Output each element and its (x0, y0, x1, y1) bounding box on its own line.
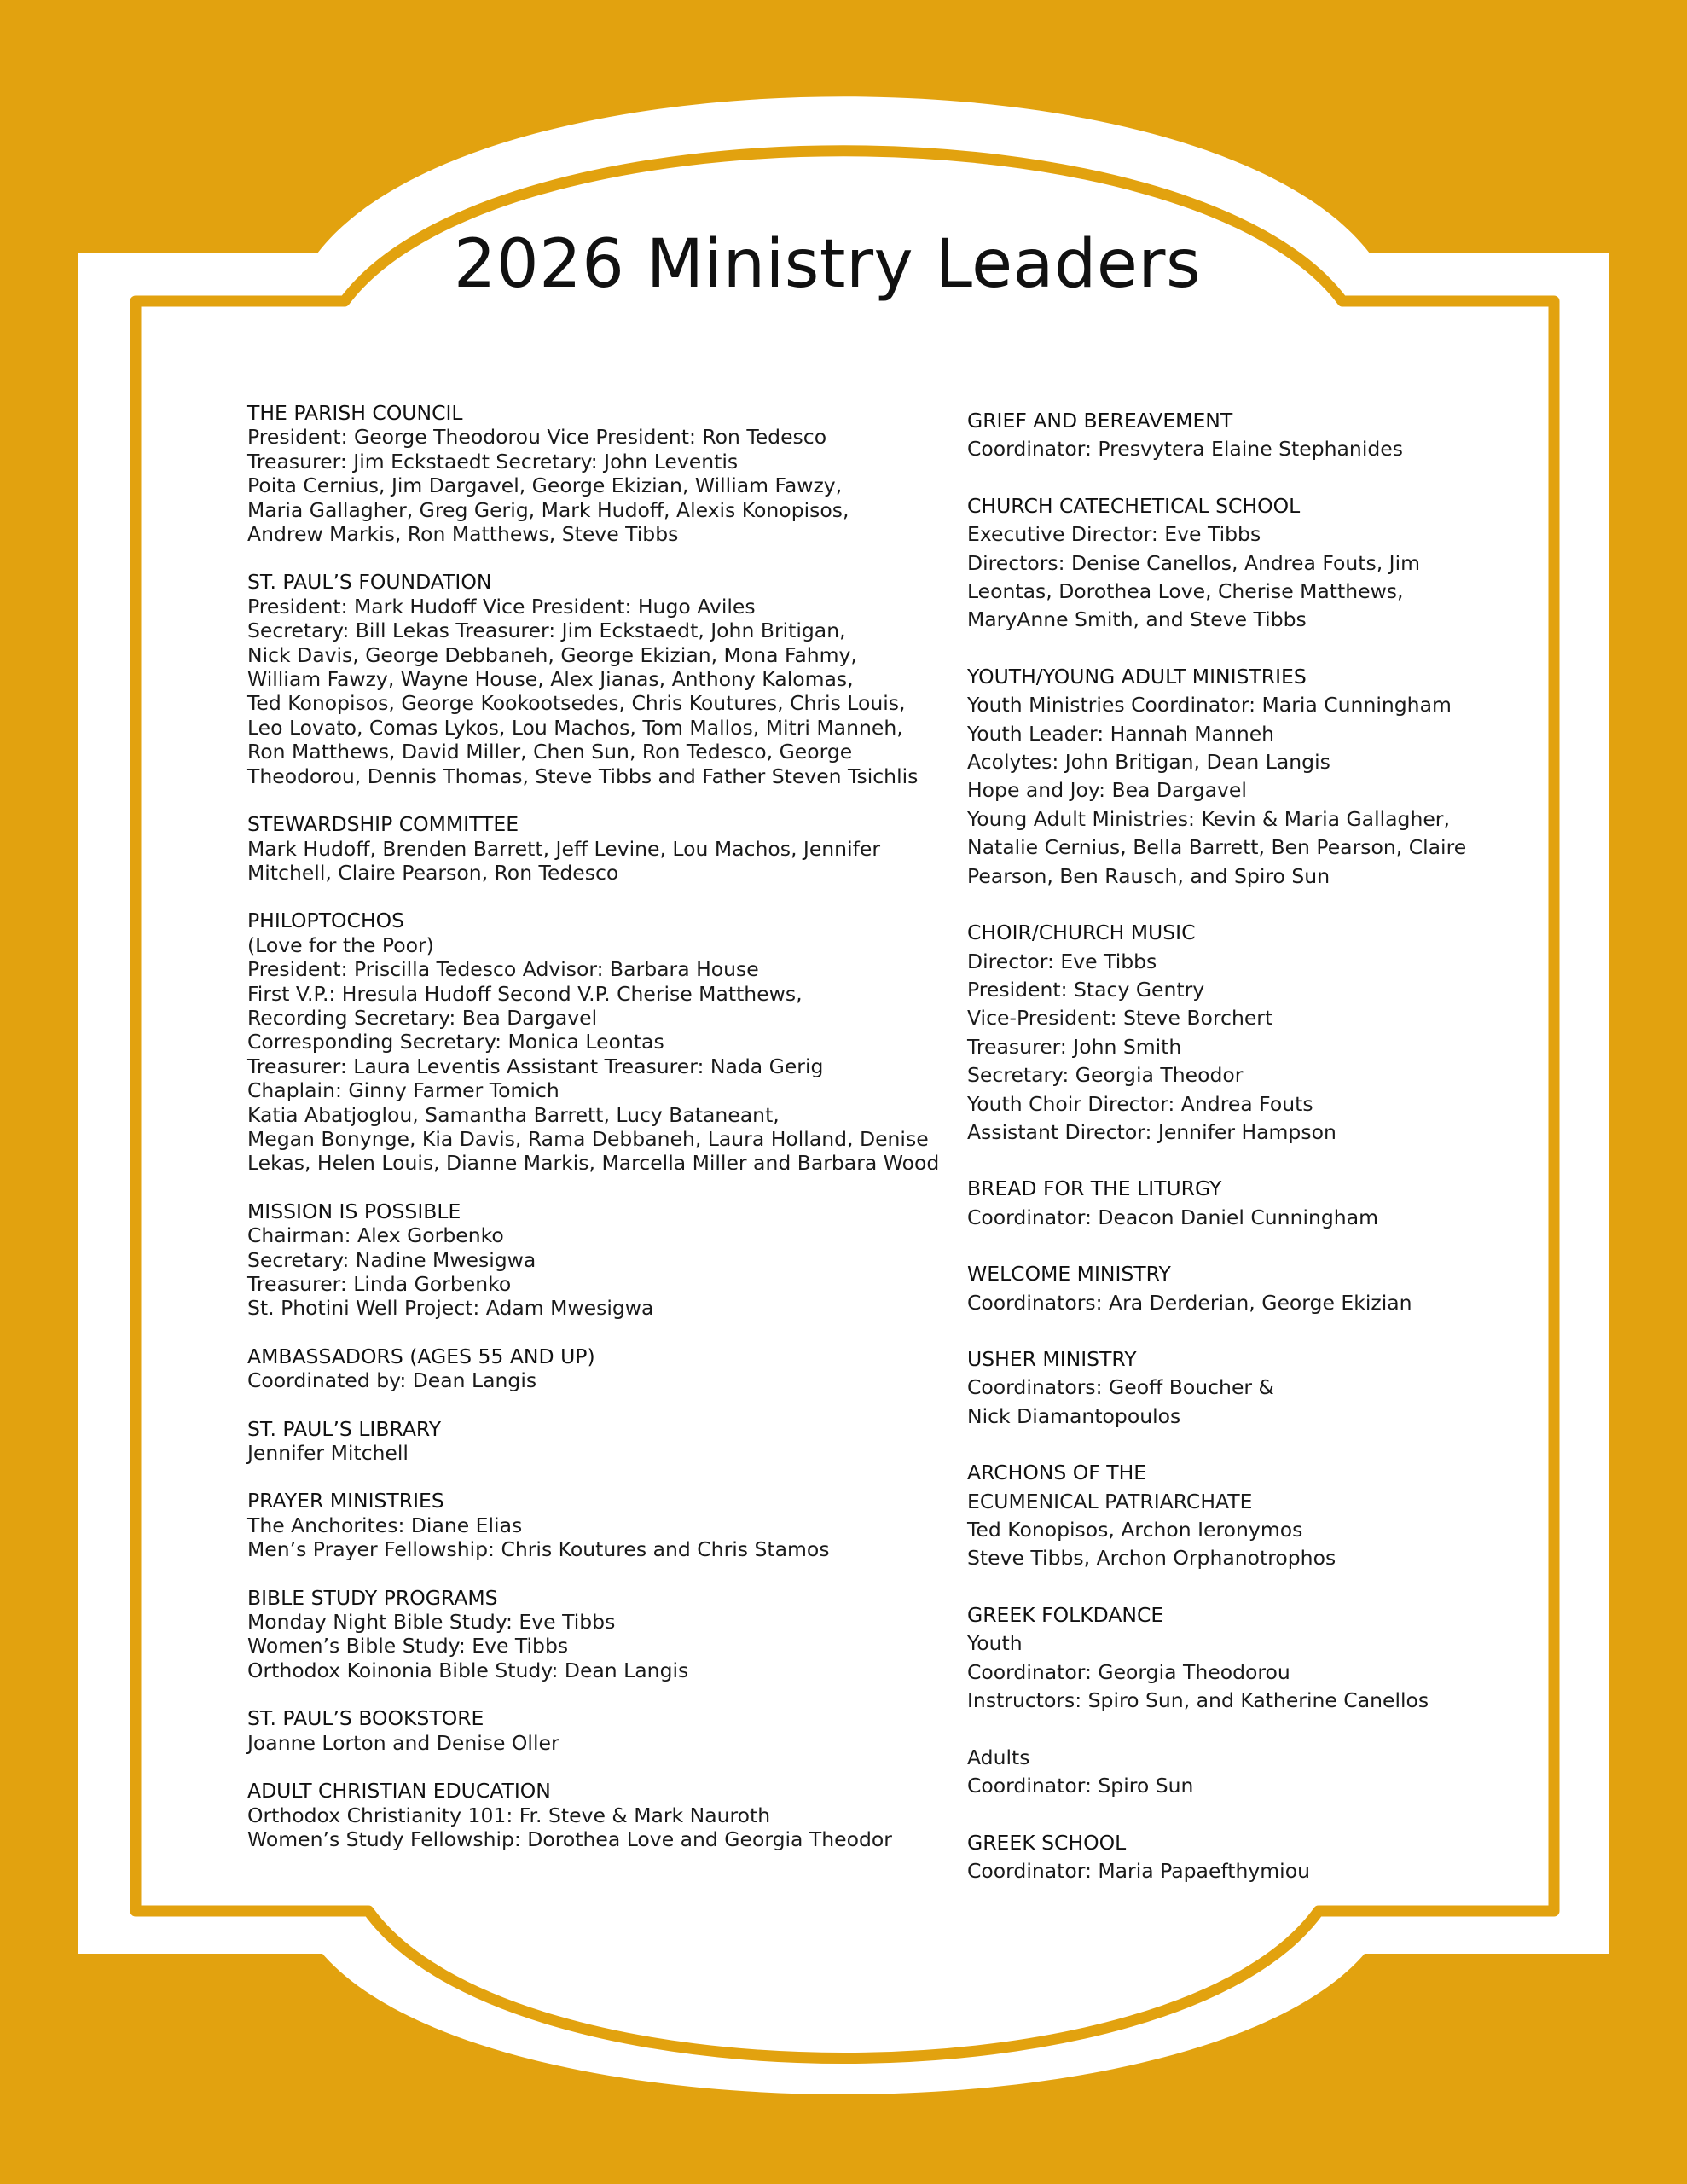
section-usher-ministry (967, 1345, 1564, 1431)
section-line: Nick Diamantopoulos (967, 1403, 1181, 1428)
section-line: William Fawzy, Wayne House, Alex Jianas, Anthony Kalomas, (247, 667, 854, 692)
section-line: St. Photini Well Project: Adam Mwesigwa (247, 1296, 654, 1321)
section-line: Coordinator: Presvytera Elaine Stephanides (967, 437, 1403, 462)
section-line: Men’s Prayer Fellowship: Chris Koutures and Chris Stamos (247, 1537, 830, 1562)
section-line: MaryAnne Smith, and Steve Tibbs (967, 607, 1307, 632)
section-line: Andrew Markis, Ron Matthews, Steve Tibbs (247, 522, 679, 547)
section-line: Lekas, Helen Louis, Dianne Markis, Marcella Miller and Barbara Wood (247, 1151, 940, 1176)
section-line: President: Stacy Gentry (967, 977, 1205, 1002)
section-heading: YOUTH/YOUNG ADULT MINISTRIES (967, 664, 1307, 688)
section-heading: BIBLE STUDY PROGRAMS (247, 1585, 498, 1610)
section-line: Pearson, Ben Rausch, and Spiro Sun (967, 863, 1330, 888)
section-line: Coordinator: Maria Papaefthymiou (967, 1859, 1310, 1884)
section-youth-young-adult-ministries (967, 663, 1564, 891)
section-line: Directors: Denise Canellos, Andrea Fouts, Jim (967, 550, 1421, 575)
section-line: Youth (967, 1631, 1023, 1656)
section-line: Coordinator: Spiro Sun (967, 1774, 1194, 1798)
section-church-catechetical-school (967, 492, 1564, 635)
section-line: Coordinators: Ara Derderian, George Ekizian (967, 1290, 1412, 1315)
section-heading: BREAD FOR THE LITURGY (967, 1176, 1222, 1201)
section-heading: ARCHONS OF THE (967, 1461, 1147, 1485)
left-column (247, 401, 940, 1875)
section-line: Hope and Joy: Bea Dargavel (967, 778, 1247, 803)
section-line: Youth Ministries Coordinator: Maria Cunningham (967, 693, 1452, 717)
section-line: Chaplain: Ginny Farmer Tomich (247, 1078, 559, 1103)
section-philoptochos (247, 909, 940, 1176)
section-line: President: Priscilla Tedesco Advisor: Barbara House (247, 957, 759, 982)
section-heading: GRIEF AND BEREAVEMENT (967, 409, 1233, 433)
section-line: Youth Leader: Hannah Manneh (967, 721, 1275, 746)
section-line: Katia Abatjoglou, Samantha Barrett, Lucy Bataneant, (247, 1102, 780, 1127)
section-the-parish-council (247, 401, 930, 546)
section-line: President: Mark Hudoff Vice President: Hugo Aviles (247, 594, 756, 619)
section-heading: USHER MINISTRY (967, 1346, 1137, 1371)
section-heading: PHILOPTOCHOS (247, 909, 405, 933)
section-adult-christian-education (247, 1779, 930, 1851)
section-line: Secretary: Bill Lekas Treasurer: Jim Eckstaedt, John Britigan, (247, 619, 846, 643)
section-grief-and-bereavement (967, 407, 1564, 464)
section-bible-study-programs (247, 1586, 930, 1683)
section-line: Orthodox Koinonia Bible Study: Dean Langis (247, 1658, 689, 1682)
section-line: Ted Konopisos, George Kookootsedes, Chris Koutures, Chris Louis, (247, 691, 906, 716)
section-heading: MISSION IS POSSIBLE (247, 1199, 461, 1223)
section-choir-church-music (967, 919, 1564, 1147)
section-line: Mitchell, Claire Pearson, Ron Tedesco (247, 860, 619, 885)
section-line: Ron Matthews, David Miller, Chen Sun, Ron Tedesco, George (247, 740, 853, 764)
section-ambassadors-ages-55-and-up (247, 1345, 930, 1393)
section-mission-is-possible (247, 1199, 930, 1321)
section-prayer-ministries (247, 1489, 930, 1561)
section-line: Assistant Director: Jennifer Hampson (967, 1119, 1336, 1144)
section-line: Nick Davis, George Debbaneh, George Ekizian, Mona Fahmy, (247, 642, 857, 667)
section-heading: CHOIR/CHURCH MUSIC (967, 921, 1196, 945)
section-line: Recording Secretary: Bea Dargavel (247, 1005, 598, 1030)
section-heading: PRAYER MINISTRIES (247, 1489, 444, 1513)
section-line: Joanne Lorton and Denise Oller (247, 1730, 559, 1755)
section-line: Mark Hudoff, Brenden Barrett, Jeff Levine, Lou Machos, Jennifer (247, 836, 880, 861)
section-line: Adults (967, 1745, 1030, 1769)
section-bread-for-the-liturgy (967, 1175, 1564, 1232)
section-line: Young Adult Ministries: Kevin & Maria Gallagher, (967, 806, 1450, 831)
section-line: Ted Konopisos, Archon Ieronymos (967, 1518, 1303, 1542)
section-st-paul-s-bookstore (247, 1706, 930, 1755)
section-heading: GREEK SCHOOL (967, 1830, 1127, 1855)
section-line: Women’s Study Fellowship: Dorothea Love and Georgia Theodor (247, 1827, 892, 1851)
section-heading: ST. PAUL’S LIBRARY (247, 1416, 442, 1441)
section-line: Theodorou, Dennis Thomas, Steve Tibbs and Father Steven Tsichlis (247, 764, 919, 788)
section-line: Secretary: Georgia Theodor (967, 1063, 1244, 1088)
section-line: Steve Tibbs, Archon Orphanotrophos (967, 1546, 1336, 1571)
section-line: Women’s Bible Study: Eve Tibbs (247, 1634, 569, 1658)
section-greek-folkdance (967, 1601, 1564, 1801)
section-archons-of-the (967, 1459, 1564, 1573)
section-line: Coordinators: Geoff Boucher & (967, 1375, 1274, 1400)
section-line: Treasurer: John Smith (967, 1034, 1182, 1059)
right-column (967, 407, 1564, 1914)
section-line: (Love for the Poor) (247, 932, 434, 957)
section-line: Maria Gallagher, Greg Gerig, Mark Hudoff, Alexis Konopisos, (247, 497, 849, 522)
section-line: Chairman: Alex Gorbenko (247, 1223, 504, 1248)
section-st-paul-s-foundation (247, 570, 930, 788)
page-title: 2026 Ministry Leaders (453, 226, 1202, 303)
section-heading: GREEK FOLKDANCE (967, 1602, 1164, 1627)
section-line: Orthodox Christianity 101: Fr. Steve & Mark Nauroth (247, 1803, 771, 1827)
section-heading: STEWARDSHIP COMMITTEE (247, 812, 519, 837)
section-line: Coordinated by: Dean Langis (247, 1368, 537, 1393)
section-line: Leo Lovato, Comas Lykos, Lou Machos, Tom Mallos, Mitri Manneh, (247, 715, 903, 740)
section-line: Jennifer Mitchell (247, 1441, 409, 1466)
section-line: The Anchorites: Diane Elias (247, 1513, 523, 1537)
section-stewardship-committee (247, 812, 930, 885)
section-line (967, 1715, 1564, 1743)
section-line: Poita Cernius, Jim Dargavel, George Ekizian, William Fawzy, (247, 473, 843, 498)
section-st-paul-s-library (247, 1417, 930, 1466)
section-heading: ST. PAUL’S BOOKSTORE (247, 1706, 484, 1731)
section-line: Acolytes: John Britigan, Dean Langis (967, 750, 1330, 775)
section-line: Leontas, Dorothea Love, Cherise Matthews, (967, 579, 1404, 604)
section-line: Natalie Cernius, Bella Barrett, Ben Pearson, Claire (967, 835, 1467, 860)
section-line: First V.P.: Hresula Hudoff Second V.P. Cherise Matthews, (247, 981, 803, 1006)
section-line: Coordinator: Deacon Daniel Cunningham (967, 1205, 1378, 1229)
section-heading: THE PARISH COUNCIL (247, 401, 463, 425)
section-line: Monday Night Bible Study: Eve Tibbs (247, 1610, 616, 1635)
section-line: Treasurer: Laura Leventis Assistant Treasurer: Nada Gerig (247, 1054, 824, 1078)
section-line: Secretary: Nadine Mwesigwa (247, 1247, 536, 1272)
section-line: Instructors: Spiro Sun, and Katherine Canellos (967, 1688, 1429, 1713)
section-heading: AMBASSADORS (AGES 55 AND UP) (247, 1344, 595, 1368)
section-line: Executive Director: Eve Tibbs (967, 522, 1261, 547)
section-line: President: George Theodorou Vice President: Ron Tedesco (247, 425, 827, 450)
section-line: ECUMENICAL PATRIARCHATE (967, 1489, 1253, 1513)
section-line: Megan Bonynge, Kia Davis, Rama Debbaneh, Laura Holland, Denise (247, 1126, 929, 1151)
section-line: Corresponding Secretary: Monica Leontas (247, 1030, 664, 1054)
section-line: Treasurer: Linda Gorbenko (247, 1272, 512, 1296)
section-heading: CHURCH CATECHETICAL SCHOOL (967, 493, 1301, 518)
section-line: Vice-President: Steve Borchert (967, 1006, 1273, 1031)
section-greek-school (967, 1829, 1564, 1886)
section-heading: WELCOME MINISTRY (967, 1262, 1171, 1287)
section-heading: ST. PAUL’S FOUNDATION (247, 570, 492, 595)
section-line: Coordinator: Georgia Theodorou (967, 1659, 1290, 1684)
section-line: Treasurer: Jim Eckstaedt Secretary: John Leventis (247, 449, 739, 473)
section-line: Youth Choir Director: Andrea Fouts (967, 1091, 1313, 1116)
section-welcome-ministry (967, 1260, 1564, 1317)
section-line: Director: Eve Tibbs (967, 949, 1157, 973)
section-heading: ADULT CHRISTIAN EDUCATION (247, 1779, 551, 1804)
